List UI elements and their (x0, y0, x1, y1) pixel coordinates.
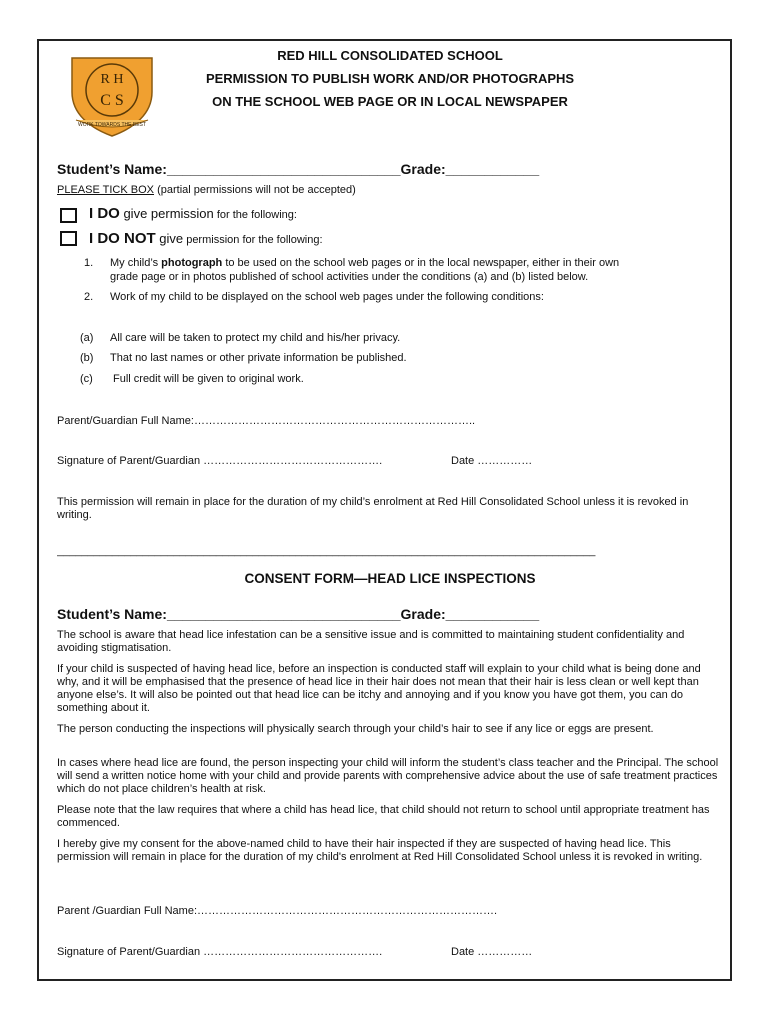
lice-paragraph-1: The school is aware that head lice infestation can be a sensitive issue and is committed to maintaining student confidentiality and avoiding stigmatisation. (57, 629, 685, 654)
condition-a-label: (a) (80, 332, 94, 344)
student-name-label: Student’s Name: (57, 161, 167, 177)
grade-label: Grade: (400, 161, 446, 177)
item1-text (110, 257, 619, 269)
permission-heading-line2: ON THE SCHOOL WEB PAGE OR IN LOCAL NEWSPAPER (212, 94, 568, 109)
item1-number: 1. (84, 257, 94, 269)
grade-field[interactable]: ____________ (445, 161, 540, 177)
section-separator: ________________________________________________________________________________________ (57, 545, 596, 557)
lice-paragraph-2: If your child is suspected of having head lice, before an inspection is conducted staff will explain to your child what is being done and why, and it will be emphasised that the presence of head lice in their hair does not mean that their hair is less clean or well kept than anyone else’s. It will also be pointed out that head lice can be itchy and annoying and if you know you have got them, you can do something about it. (57, 663, 701, 714)
do-strong: I DO (89, 205, 120, 222)
item1-pre: My child’s (110, 257, 162, 269)
lice-parent-signature-field[interactable]: Signature of Parent/Guardian …………………………………………. (57, 946, 383, 958)
item2-text: Work of my child to be displayed on the school web pages under the following conditions: (110, 291, 544, 303)
svg-text:C S: C S (100, 92, 124, 109)
donot-rest: permission for the following: (183, 234, 323, 246)
lice-paragraph-4: In cases where head lice are found, the person inspecting your child will inform the student’s class teacher and the Principal. The school will send a written notice home with your child and provide parents with comprehensive advice about the use of safe treatment practices which do not place children’s health at risk. (57, 757, 719, 795)
permission-duration-note: This permission will remain in place for the duration of my child’s enrolment at Red Hill Consolidated School unless it is revoked in writing. (57, 496, 689, 521)
tick-instruction: PLEASE TICK BOX (57, 184, 155, 196)
condition-c-label: (c) (80, 373, 93, 385)
school-crest-logo (62, 50, 162, 140)
student-name-field[interactable]: ______________________________ (166, 161, 401, 177)
lice-consent-title: CONSENT FORM—HEAD LICE INSPECTIONS (244, 571, 536, 586)
lice-grade-field[interactable]: ____________ (445, 606, 540, 622)
donot-mid: give (155, 231, 184, 246)
lice-paragraph-5: Please note that the law requires that where a child has head lice, that child should not return to school until appropriate treatment has commenced. (57, 804, 710, 829)
do-mid: give permission (119, 206, 214, 221)
do-rest: for the following: (213, 209, 297, 221)
do-permission-checkbox[interactable] (60, 208, 77, 223)
tick-note: (partial permissions will not be accepted) (157, 184, 356, 196)
permission-heading-line1: PERMISSION TO PUBLISH WORK AND/OR PHOTOGRAPHS (205, 71, 575, 86)
item1-line2: grade page or in photos published of school activities under the conditions (a) and (b) listed below. (110, 271, 589, 283)
lice-paragraph-3: The person conducting the inspections will physically search through your child’s hair to see if any lice or eggs are present. (57, 723, 654, 735)
lice-parent-name-field[interactable]: Parent /Guardian Full Name:………………………………………………………………………. (57, 905, 498, 917)
lice-student-name-field[interactable]: ______________________________ (166, 606, 401, 622)
parent-signature-field[interactable]: Signature of Parent/Guardian …………………………………………. (57, 455, 383, 467)
condition-c-text: Full credit will be given to original work. (113, 373, 304, 385)
school-name-heading: RED HILL CONSOLIDATED SCHOOL (277, 48, 503, 63)
do-not-permission-checkbox[interactable] (60, 231, 77, 246)
item1-post: to be used on the school web pages or in the local newspaper, either in their own (222, 257, 620, 269)
donot-strong: I DO NOT (89, 230, 156, 247)
lice-student-name-label: Student’s Name: (57, 606, 167, 622)
svg-text:R H: R H (100, 72, 124, 87)
item2-number: 2. (84, 291, 94, 303)
do-permission-option (89, 205, 297, 222)
condition-b-label: (b) (80, 352, 94, 364)
parent-name-field[interactable]: Parent/Guardian Full Name:………………………………………………………………….. (57, 415, 476, 427)
lice-date-field[interactable]: Date …………… (451, 946, 533, 958)
lice-student-name-row (57, 606, 539, 622)
lice-grade-label: Grade: (400, 606, 446, 622)
tick-instruction-row (57, 184, 356, 196)
crest-motto: WORK TOWARDS THE BEST (78, 122, 146, 128)
condition-a-text: All care will be taken to protect my child and his/her privacy. (110, 332, 401, 344)
condition-b-text: That no last names or other private information be published. (110, 352, 407, 364)
student-name-row (57, 161, 539, 177)
date-field[interactable]: Date …………… (451, 455, 533, 467)
lice-consent-statement: I hereby give my consent for the above-named child to have their hair inspected if they are suspected of having head lice. This permission will remain in place for the duration of my child's enrolment at Red Hill Consolidated School unless it is revoked in writing. (57, 838, 703, 863)
item1-bold: photograph (161, 257, 223, 269)
do-not-permission-option (89, 230, 323, 247)
